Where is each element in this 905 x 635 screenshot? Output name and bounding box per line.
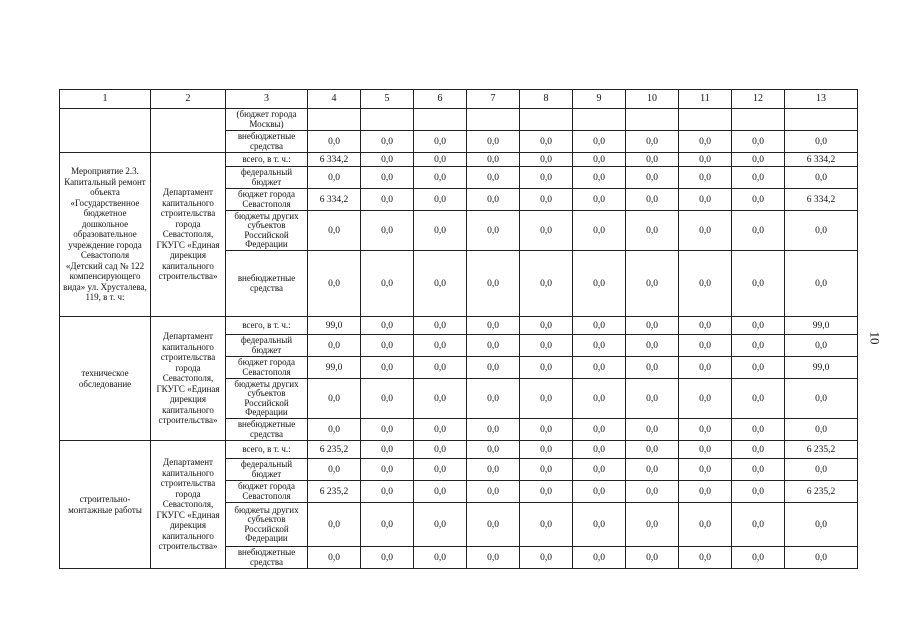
value-cell: 6 235,2 (308, 441, 361, 459)
value-cell: 0,0 (679, 317, 732, 335)
value-cell: 0,0 (573, 335, 626, 357)
value-cell: 0,0 (626, 211, 679, 251)
value-cell: 0,0 (785, 131, 858, 153)
value-cell: 0,0 (308, 503, 361, 547)
value-cell: 0,0 (414, 459, 467, 481)
value-cell: 0,0 (679, 503, 732, 547)
value-cell: 0,0 (467, 153, 520, 167)
value-cell: 99,0 (308, 317, 361, 335)
col-header: 11 (679, 90, 732, 109)
value-cell: 0,0 (732, 153, 785, 167)
col-header: 7 (467, 90, 520, 109)
value-cell: 0,0 (679, 459, 732, 481)
budget-table (59, 89, 858, 569)
value-cell: 0,0 (573, 547, 626, 569)
value-cell: 0,0 (520, 211, 573, 251)
value-cell: 0,0 (626, 503, 679, 547)
value-cell: 0,0 (414, 441, 467, 459)
value-cell: 0,0 (573, 153, 626, 167)
value-cell: 0,0 (467, 189, 520, 211)
value-cell: 0,0 (520, 379, 573, 419)
value-cell: 0,0 (520, 189, 573, 211)
executor-cell: Департамент капитального строительства города Севастополя, ГКУГС «Единая дирекция капитального строительства» (151, 441, 226, 569)
value-cell: 0,0 (785, 379, 858, 419)
value-cell: 0,0 (361, 357, 414, 379)
source-cell: (бюджет города Москвы) (226, 109, 308, 131)
value-cell: 0,0 (520, 547, 573, 569)
funding-source-cell: федеральный бюджет (226, 335, 308, 357)
value-cell: 0,0 (520, 357, 573, 379)
value-cell: 0,0 (626, 481, 679, 503)
value-cell: 6 334,2 (785, 153, 858, 167)
value-cell: 0,0 (520, 419, 573, 441)
table-row (60, 317, 858, 335)
value-cell: 0,0 (414, 419, 467, 441)
value-cell: 0,0 (520, 167, 573, 189)
value-cell: 0,0 (573, 441, 626, 459)
value-cell: 0,0 (679, 357, 732, 379)
value-cell: 0,0 (573, 459, 626, 481)
value-cell: 0,0 (361, 459, 414, 481)
value-cell: 0,0 (732, 419, 785, 441)
value-cell: 0,0 (732, 441, 785, 459)
col-header: 13 (785, 90, 858, 109)
value-cell: 0,0 (573, 317, 626, 335)
value-cell: 0,0 (785, 419, 858, 441)
funding-source-cell: бюджет города Севастополя (226, 481, 308, 503)
executor-cell: Департамент капитального строительства города Севастополя, ГКУГС «Единая дирекция капитального строительства» (151, 153, 226, 317)
value-cell: 0,0 (626, 167, 679, 189)
value-cell: 0,0 (308, 211, 361, 251)
name-cell (60, 109, 151, 153)
col-header: 1 (60, 90, 151, 109)
value-cell: 0,0 (573, 211, 626, 251)
value-cell: 0,0 (467, 335, 520, 357)
value-cell: 99,0 (785, 317, 858, 335)
value-cell: 0,0 (361, 441, 414, 459)
value-cell: 0,0 (785, 503, 858, 547)
value-cell: 0,0 (467, 419, 520, 441)
value-cell: 0,0 (467, 379, 520, 419)
value-cell: 0,0 (361, 189, 414, 211)
value-cell: 0,0 (467, 357, 520, 379)
value-cell: 0,0 (308, 459, 361, 481)
funding-source-cell: бюджет города Севастополя (226, 189, 308, 211)
value-cell: 0,0 (361, 547, 414, 569)
value-cell: 0,0 (361, 335, 414, 357)
value-cell: 0,0 (732, 357, 785, 379)
value-cell: 0,0 (308, 335, 361, 357)
value-cell: 0,0 (573, 189, 626, 211)
funding-source-cell: всего, в т. ч.: (226, 441, 308, 459)
value-cell: 0,0 (785, 251, 858, 317)
value-cell: 0,0 (520, 153, 573, 167)
value-cell: 0,0 (679, 189, 732, 211)
funding-source-cell: федеральный бюджет (226, 459, 308, 481)
value-cell: 0,0 (679, 251, 732, 317)
page-number: 10 (867, 331, 883, 345)
value-cell: 0,0 (626, 547, 679, 569)
value-cell: 0,0 (467, 251, 520, 317)
value-cell: 0,0 (732, 251, 785, 317)
value-cell: 0,0 (520, 335, 573, 357)
value-cell: 0,0 (785, 335, 858, 357)
value-cell: 0,0 (732, 335, 785, 357)
value-cell: 0,0 (626, 357, 679, 379)
value-cell: 0,0 (361, 503, 414, 547)
value-cell: 0,0 (467, 167, 520, 189)
funding-source-cell: бюджет города Севастополя (226, 357, 308, 379)
value-cell: 0,0 (732, 189, 785, 211)
executor-cell: Департамент капитального строительства города Севастополя, ГКУГС «Единая дирекция капитального строительства» (151, 317, 226, 441)
value-cell: 0,0 (679, 211, 732, 251)
funding-source-cell: всего, в т. ч.: (226, 153, 308, 167)
value-cell: 0,0 (679, 419, 732, 441)
value-cell: 0,0 (361, 211, 414, 251)
funding-source-cell: внебюджетные средства (226, 547, 308, 569)
value-cell: 0,0 (520, 251, 573, 317)
col-header: 12 (732, 90, 785, 109)
value-cell: 0,0 (573, 251, 626, 317)
value-cell: 0,0 (308, 251, 361, 317)
value-cell: 0,0 (308, 379, 361, 419)
value-cell: 0,0 (520, 503, 573, 547)
value-cell: 0,0 (467, 547, 520, 569)
value-cell: 0,0 (308, 547, 361, 569)
value-cell: 0,0 (414, 153, 467, 167)
value-cell: 0,0 (414, 379, 467, 419)
col-header: 4 (308, 90, 361, 109)
value-cell: 0,0 (573, 503, 626, 547)
funding-source-cell: внебюджетные средства (226, 419, 308, 441)
value-cell: 0,0 (626, 379, 679, 419)
col-header: 10 (626, 90, 679, 109)
value-cell: 0,0 (732, 167, 785, 189)
value-cell: 0,0 (361, 251, 414, 317)
col-header: 2 (151, 90, 226, 109)
value-cell: 0,0 (679, 547, 732, 569)
table-row (60, 109, 858, 131)
value-cell: 0,0 (679, 153, 732, 167)
value-cell: 0,0 (520, 317, 573, 335)
value-cell: 0,0 (626, 153, 679, 167)
col-header: 9 (573, 90, 626, 109)
value-cell: 0,0 (732, 459, 785, 481)
value-cell: 0,0 (573, 419, 626, 441)
value-cell: 0,0 (573, 167, 626, 189)
value-cell: 0,0 (361, 379, 414, 419)
value-cell: 0,0 (467, 317, 520, 335)
value-cell: 6 334,2 (785, 189, 858, 211)
value-cell: 0,0 (414, 167, 467, 189)
value-cell: 0,0 (732, 503, 785, 547)
value-cell: 0,0 (785, 167, 858, 189)
funding-source-cell: бюджеты других субъектов Российской Федерации (226, 503, 308, 547)
col-header: 6 (414, 90, 467, 109)
budget-table-sheet (59, 89, 858, 569)
value-cell: 0,0 (573, 379, 626, 419)
value-cell: 0,0 (308, 419, 361, 441)
column-number-row (60, 90, 858, 109)
value-cell: 0,0 (626, 459, 679, 481)
value-cell: 0,0 (308, 131, 361, 153)
value-cell: 0,0 (414, 189, 467, 211)
activity-name-cell: техническое обследование (60, 317, 151, 441)
value-cell: 0,0 (467, 441, 520, 459)
value-cell: 0,0 (414, 335, 467, 357)
value-cell: 0,0 (308, 167, 361, 189)
funding-source-cell: внебюджетные средства (226, 251, 308, 317)
value-cell: 0,0 (520, 441, 573, 459)
value-cell: 0,0 (467, 481, 520, 503)
value-cell: 0,0 (414, 481, 467, 503)
value-cell: 0,0 (414, 547, 467, 569)
value-cell: 0,0 (732, 131, 785, 153)
value-cell: 0,0 (414, 211, 467, 251)
value-cell: 0,0 (679, 167, 732, 189)
value-cell: 0,0 (679, 379, 732, 419)
value-cell: 0,0 (785, 547, 858, 569)
value-cell: 0,0 (414, 357, 467, 379)
value-cell: 6 235,2 (785, 441, 858, 459)
value-cell: 0,0 (361, 481, 414, 503)
activity-name-cell: строительно-монтажные работы (60, 441, 151, 569)
value-cell: 0,0 (626, 131, 679, 153)
value-cell: 0,0 (361, 419, 414, 441)
value-cell: 0,0 (414, 251, 467, 317)
value-cell: 0,0 (785, 211, 858, 251)
table-row (60, 441, 858, 459)
executor-cell (151, 109, 226, 153)
value-cell: 0,0 (520, 131, 573, 153)
value-cell: 0,0 (467, 131, 520, 153)
value-cell: 0,0 (467, 503, 520, 547)
table-row (60, 153, 858, 167)
value-cell: 99,0 (785, 357, 858, 379)
value-cell: 0,0 (361, 131, 414, 153)
col-header: 5 (361, 90, 414, 109)
value-cell: 0,0 (626, 251, 679, 317)
value-cell: 0,0 (467, 211, 520, 251)
funding-source-cell: всего, в т. ч.: (226, 317, 308, 335)
value-cell: 99,0 (308, 357, 361, 379)
value-cell: 0,0 (732, 211, 785, 251)
value-cell: 6 334,2 (308, 153, 361, 167)
value-cell: 0,0 (520, 481, 573, 503)
value-cell: 0,0 (732, 317, 785, 335)
value-cell: 0,0 (626, 189, 679, 211)
col-header: 3 (226, 90, 308, 109)
source-cell: внебюджетные средства (226, 131, 308, 153)
funding-source-cell: федеральный бюджет (226, 167, 308, 189)
value-cell: 0,0 (732, 481, 785, 503)
value-cell: 0,0 (361, 167, 414, 189)
value-cell: 0,0 (467, 459, 520, 481)
value-cell: 0,0 (361, 317, 414, 335)
value-cell: 0,0 (626, 419, 679, 441)
funding-source-cell: бюджеты других субъектов Российской Федерации (226, 379, 308, 419)
value-cell: 6 235,2 (785, 481, 858, 503)
value-cell: 0,0 (626, 441, 679, 459)
value-cell: 0,0 (732, 547, 785, 569)
value-cell: 0,0 (732, 379, 785, 419)
value-cell: 0,0 (573, 481, 626, 503)
value-cell: 0,0 (626, 335, 679, 357)
value-cell: 0,0 (679, 441, 732, 459)
value-cell: 0,0 (573, 357, 626, 379)
value-cell: 0,0 (679, 481, 732, 503)
value-cell: 6 334,2 (308, 189, 361, 211)
value-cell: 0,0 (785, 459, 858, 481)
value-cell: 0,0 (361, 153, 414, 167)
value-cell: 0,0 (573, 131, 626, 153)
value-cell: 0,0 (414, 131, 467, 153)
col-header: 8 (520, 90, 573, 109)
value-cell: 0,0 (414, 317, 467, 335)
funding-source-cell: бюджеты других субъектов Российской Федерации (226, 211, 308, 251)
activity-name-cell: Мероприятие 2.3. Капитальный ремонт объекта «Государственное бюджетное дошкольное образовательное учреждение города Севастополя «Детский сад № 122 компенсирующего вида» ул. Хрусталева, 119, в т. ч: (60, 153, 151, 317)
value-cell: 0,0 (679, 335, 732, 357)
value-cell: 0,0 (414, 503, 467, 547)
value-cell: 0,0 (679, 131, 732, 153)
value-cell: 0,0 (520, 459, 573, 481)
value-cell: 6 235,2 (308, 481, 361, 503)
value-cell: 0,0 (626, 317, 679, 335)
